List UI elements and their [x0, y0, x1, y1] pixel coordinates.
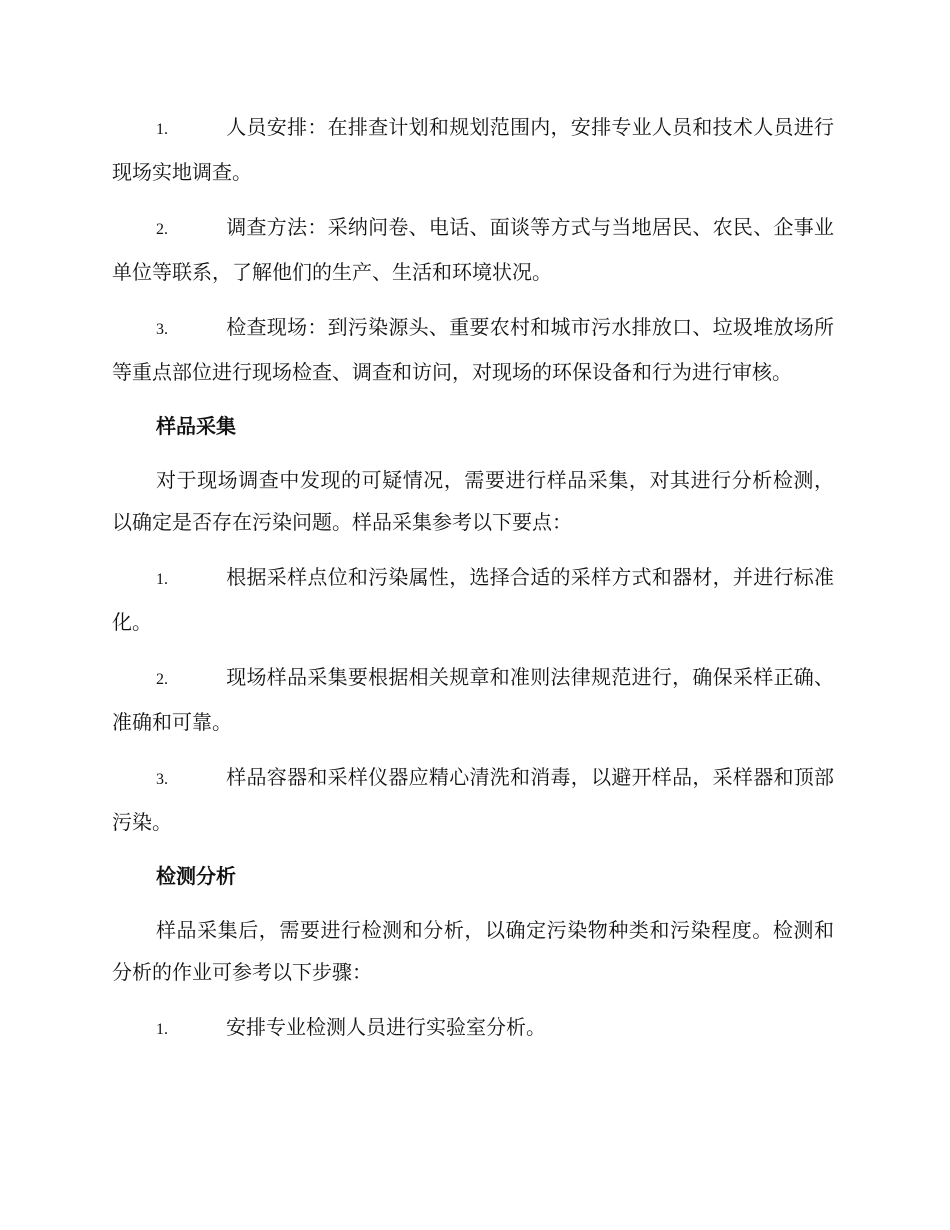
- list-item: [112, 306, 834, 393]
- section-intro-analysis: 样品采集后，需要进行检测和分析，以确定污染物种类和污染程度。检测和分析的作业可参考以下步骤：: [112, 918, 834, 984]
- list-item: [112, 756, 834, 843]
- list-text: 人员安排：在排查计划和规划范围内，安排专业人员和技术人员进行现场实地调查。: [112, 115, 834, 184]
- list-number: 1.: [156, 121, 168, 138]
- list-number: 1.: [156, 1021, 168, 1038]
- section-heading-analysis: 检测分析: [156, 864, 236, 888]
- list-text: 样品容器和采样仪器应精心清洗和消毒，以避开样品，采样器和顶部污染。: [112, 765, 834, 834]
- list-text: 检查现场：到污染源头、重要农村和城市污水排放口、垃圾堆放场所等重点部位进行现场检查、调查和访问，对现场的环保设备和行为进行审核。: [112, 315, 834, 384]
- section-intro-sampling: 对于现场调查中发现的可疑情况，需要进行样品采集，对其进行分析检测，以确定是否存在污染问题。样品采集参考以下要点：: [112, 468, 834, 534]
- section-heading-sampling: 样品采集: [156, 414, 236, 438]
- list-number: 2.: [156, 671, 168, 688]
- list-text: 根据采样点位和污染属性，选择合适的采样方式和器材，并进行标准化。: [112, 565, 834, 634]
- list-number: 3.: [156, 321, 168, 338]
- list-text: 安排专业检测人员进行实验室分析。: [226, 1015, 546, 1039]
- list-item: [112, 556, 834, 643]
- list-item: [112, 206, 834, 293]
- list-item: [112, 106, 834, 193]
- list-number: 1.: [156, 571, 168, 588]
- list-number: 2.: [156, 221, 168, 238]
- list-item: [112, 656, 834, 743]
- list-number: 3.: [156, 771, 168, 788]
- list-item: [112, 1006, 834, 1051]
- list-text: 现场样品采集要根据相关规章和准则法律规范进行，确保采样正确、准确和可靠。: [112, 665, 834, 734]
- list-text: 调查方法：采纳问卷、电话、面谈等方式与当地居民、农民、企事业单位等联系，了解他们的生产、生活和环境状况。: [112, 215, 834, 284]
- document-page: [112, 106, 834, 1051]
